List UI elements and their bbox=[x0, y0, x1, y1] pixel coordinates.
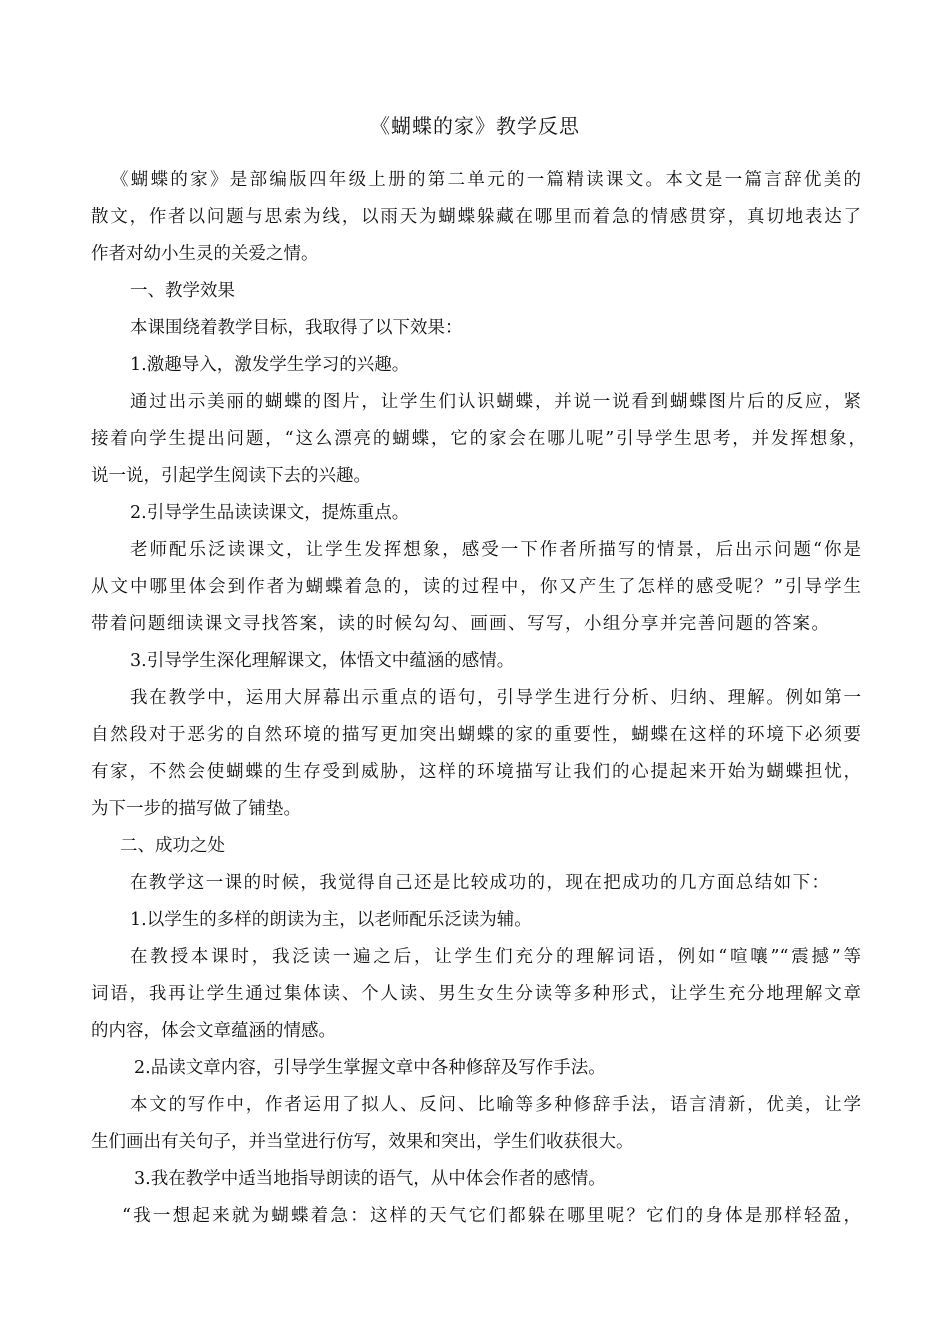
paragraph-line: 在教授本课时，我泛读一遍之后，让学生们充分的理解词语，例如“喧嚷”“震撼”等 bbox=[130, 947, 861, 967]
paragraph-line: 有家，不然会使蝴蝶的生存受到威胁，这样的环境描写让我们的心提起来开始为蝴蝶担忧， bbox=[91, 762, 861, 782]
subheading: 3.引导学生深化理解课文，体悟文中蕴涵的感情。 bbox=[130, 651, 515, 671]
paragraph-line: 《蝴蝶的家》是部编版四年级上册的第二单元的一篇精读课文。本文是一篇言辞优美的 bbox=[111, 170, 861, 190]
paragraph-line: 接着向学生提出问题，“这么漂亮的蝴蝶，它的家会在哪儿呢”引导学生思考，并发挥想象， bbox=[91, 429, 866, 449]
paragraph-line: 带着问题细读课文寻找答案，读的时候勾勾、画画、写写，小组分享并完善问题的答案。 bbox=[91, 614, 829, 634]
paragraph-line: 我在教学中，运用大屏幕出示重点的语句，引导学生进行分析、归纳、理解。例如第一 bbox=[130, 688, 861, 708]
subheading: 1.激趣导入，激发学生学习的兴趣。 bbox=[130, 355, 410, 375]
paragraph-line: 自然段对于恶劣的自然环境的描写更加突出蝴蝶的家的重要性，蝴蝶在这样的环境下必须要 bbox=[91, 725, 861, 745]
subheading: 3.我在教学中适当地指导朗读的语气，从中体会作者的感情。 bbox=[134, 1169, 606, 1189]
paragraph-line: 在教学这一课的时候，我觉得自己还是比较成功的，现在把成功的几方面总结如下： bbox=[130, 873, 829, 893]
paragraph-line: “我一想起来就为蝴蝶着急：这样的天气它们都躲在哪里呢？它们的身体是那样轻盈， bbox=[122, 1206, 861, 1226]
section-heading: 一、教学效果 bbox=[130, 281, 235, 301]
subheading: 2.引导学生品读读课文，提炼重点。 bbox=[130, 503, 410, 523]
document-title: 《蝴蝶的家》教学反思 bbox=[370, 114, 580, 138]
paragraph-line: 老师配乐泛读课文，让学生发挥想象，感受一下作者所描写的情景，后出示问题“你是 bbox=[130, 540, 861, 560]
paragraph-line: 词语，我再让学生通过集体读、个人读、男生女生分读等多种形式，让学生充分地理解文章 bbox=[91, 984, 861, 1004]
section-heading: 二、成功之处 bbox=[120, 836, 225, 856]
paragraph-line: 本课围绕着教学目标，我取得了以下效果： bbox=[130, 318, 463, 338]
paragraph-line: 的内容，体会文章蕴涵的情感。 bbox=[91, 1021, 336, 1041]
paragraph-line: 说一说，引起学生阅读下去的兴趣。 bbox=[91, 466, 371, 486]
paragraph-line: 从文中哪里体会到作者为蝴蝶着急的，读的过程中，你又产生了怎样的感受呢？”引导学生 bbox=[91, 577, 861, 597]
paragraph-line: 生们画出有关句子，并当堂进行仿写，效果和突出，学生们收获很大。 bbox=[91, 1132, 634, 1152]
paragraph-line: 为下一步的描写做了铺垫。 bbox=[91, 799, 301, 819]
subheading: 1.以学生的多样的朗读为主，以老师配乐泛读为辅。 bbox=[130, 910, 532, 930]
paragraph-line: 散文，作者以问题与思索为线，以雨天为蝴蝶躲藏在哪里而着急的情感贯穿，真切地表达了 bbox=[91, 207, 861, 227]
paragraph-line: 通过出示美丽的蝴蝶的图片，让学生们认识蝴蝶，并说一说看到蝴蝶图片后的反应，紧 bbox=[130, 392, 861, 412]
subheading: 2.品读文章内容，引导学生掌握文章中各种修辞及写作手法。 bbox=[134, 1058, 606, 1078]
paragraph-line: 作者对幼小生灵的关爱之情。 bbox=[91, 244, 319, 264]
paragraph-line: 本文的写作中，作者运用了拟人、反问、比喻等多种修辞手法，语言清新，优美，让学 bbox=[130, 1095, 861, 1115]
